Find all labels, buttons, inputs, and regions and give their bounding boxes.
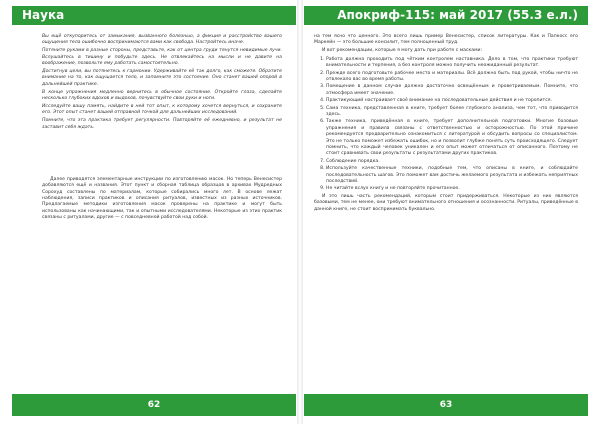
italic-paragraph: В конце упражнения медленно вернитесь в обычное состояние. Откройте глаза, сделайте несколько глубоких вдохов и выдохов, почувствуйте свои руки и ноги. [42,89,282,102]
italic-paragraph: Помните, что эта практика требует регулярности. Повторяйте её ежедневно, и результат не заставит себя ждать. [42,118,282,130]
recommendations-list [314,57,578,193]
right-page-header: Апокриф-115: май 2017 (55.3 е.л.) [304,6,588,25]
list-item: 5. Сама техника, представленная в книге, требует более глубокого анализа, чем тот, что приводится здесь. [326,106,578,119]
right-page-number: 63 [304,394,588,416]
italic-paragraph: Исследуйте вашу память, найдите в ней тот опыт, к которому хочется вернуться, и сохраните его. Этот опыт станет вашей отправной точкой для дальнейших исследований. [42,104,282,116]
list-item: 6. Также техника, приведённая в книге, требует дополнительной подготовки. Многие базовые упражнения и правила связаны с ответственностью и осторожностью. По этой причине рекомендуется предварительно ознакомиться с литературой и обсудить вопросы со специалистом. Это не только поможет избежать ошибок, но и позволит глубже понять суть происходящего. Следует помнить, что каждый человек уникален и его опыт может отличаться от описанного. Поэтому не стоит сравнивать свои результаты с результатами других практиков. [326,119,578,157]
list-item: 2. Прежде всего подготовьте рабочее место и материалы. Всё должно быть под рукой, чтобы ничто не отвлекало вас во время работы. [326,71,578,84]
list-item: 8. Используйте качественные техники, подобные тем, что описаны в книге, и соблюдайте последовательность шагов. Это поможет вам достичь желаемого результата и избежать неприятных последствий. [326,166,578,185]
right-page [300,0,600,424]
left-page-header: Наука [12,6,296,25]
closing-paragraph: И это лишь часть рекомендаций, которым стоит придерживаться. Некоторые из них являются базовыми, тем не менее, они требуют внимательного отношения и осознанности. Ритуалы, приведённые в данной книге, не стоит воспринимать буквально. [314,193,578,212]
list-item: 1. Работа должна проходить под чётким контролем наставника. Дело в том, что практики требуют внимательности и терпения, а без контроля можно получить неожиданный результат. [326,57,578,70]
italic-paragraph: Достигнув цели, вы потянетесь к гармонии. Удерживайте её так долго, как сможете. Обратите внимание на то, как ощущается тело, и запомните это состояние. Оно станет вашей опорой в дальнейшей практике. [42,69,282,87]
body-paragraph: Далее приводятся элементарные инструкции по изготовлению масок. Но теперь Венесистер добавляются ещё и названия. Этот пункт и сборная таблица образцов в архивах Мудредных Сорохуд составлены по материалам, которые собирались много лет. В основе лежат наблюдения, записи практиков и описания ритуалов, известных из разных источников. Предлагаемые методики изготовления масок проверены на практике и могут быть использованы как начинающими, так и опытными исследователями. Некоторые из этих практик связаны с ритуалами, другие — с повседневной работой над собой. [42,176,282,221]
italic-instructions [42,34,282,131]
left-page-number: 62 [12,394,296,416]
list-item: 4. Практикующий настраивает своё внимание на последовательные действия и не торопится. [326,98,578,104]
list-item: 9. Не читайте вслух книгу и не повторяйте прочитанное. [326,186,578,192]
list-item: 7. Соблюдение порядка. [326,159,578,165]
right-page-text-column [314,34,578,215]
recommendations-intro: И вот рекомендации, которые я могу дать при работе с масками: [322,48,483,54]
intro-paragraph: на тем ясно что ценного. Это всего лишь пример Венесистер, список литературы. Как и Папкосс его Маркейн — это большие консилит, тем полноценный труд. [314,34,578,46]
list-item: 3. Помещение в данном случае должно достаточно освещённым и проветриваемым. Помните, что атмосфера имеет значение. [326,84,578,97]
italic-paragraph: Потяните руками в разные стороны, представьте, как от центра груди тянутся невидимые лучи. Вслушайтесь в тишину и побудьте здесь. Не отвлекайтесь на мысли и не давите на воображение, позвольте ему работать самостоятельно. [42,48,282,67]
italic-paragraph: Вы ещё откупоритесь от замыкания, вызванного болезнью, а фикция и расстройство вашего ощущения тела ошибочно воспринимаются вами как свобода. Настройтесь иначе. [42,34,282,46]
left-page-text-column [42,34,282,223]
